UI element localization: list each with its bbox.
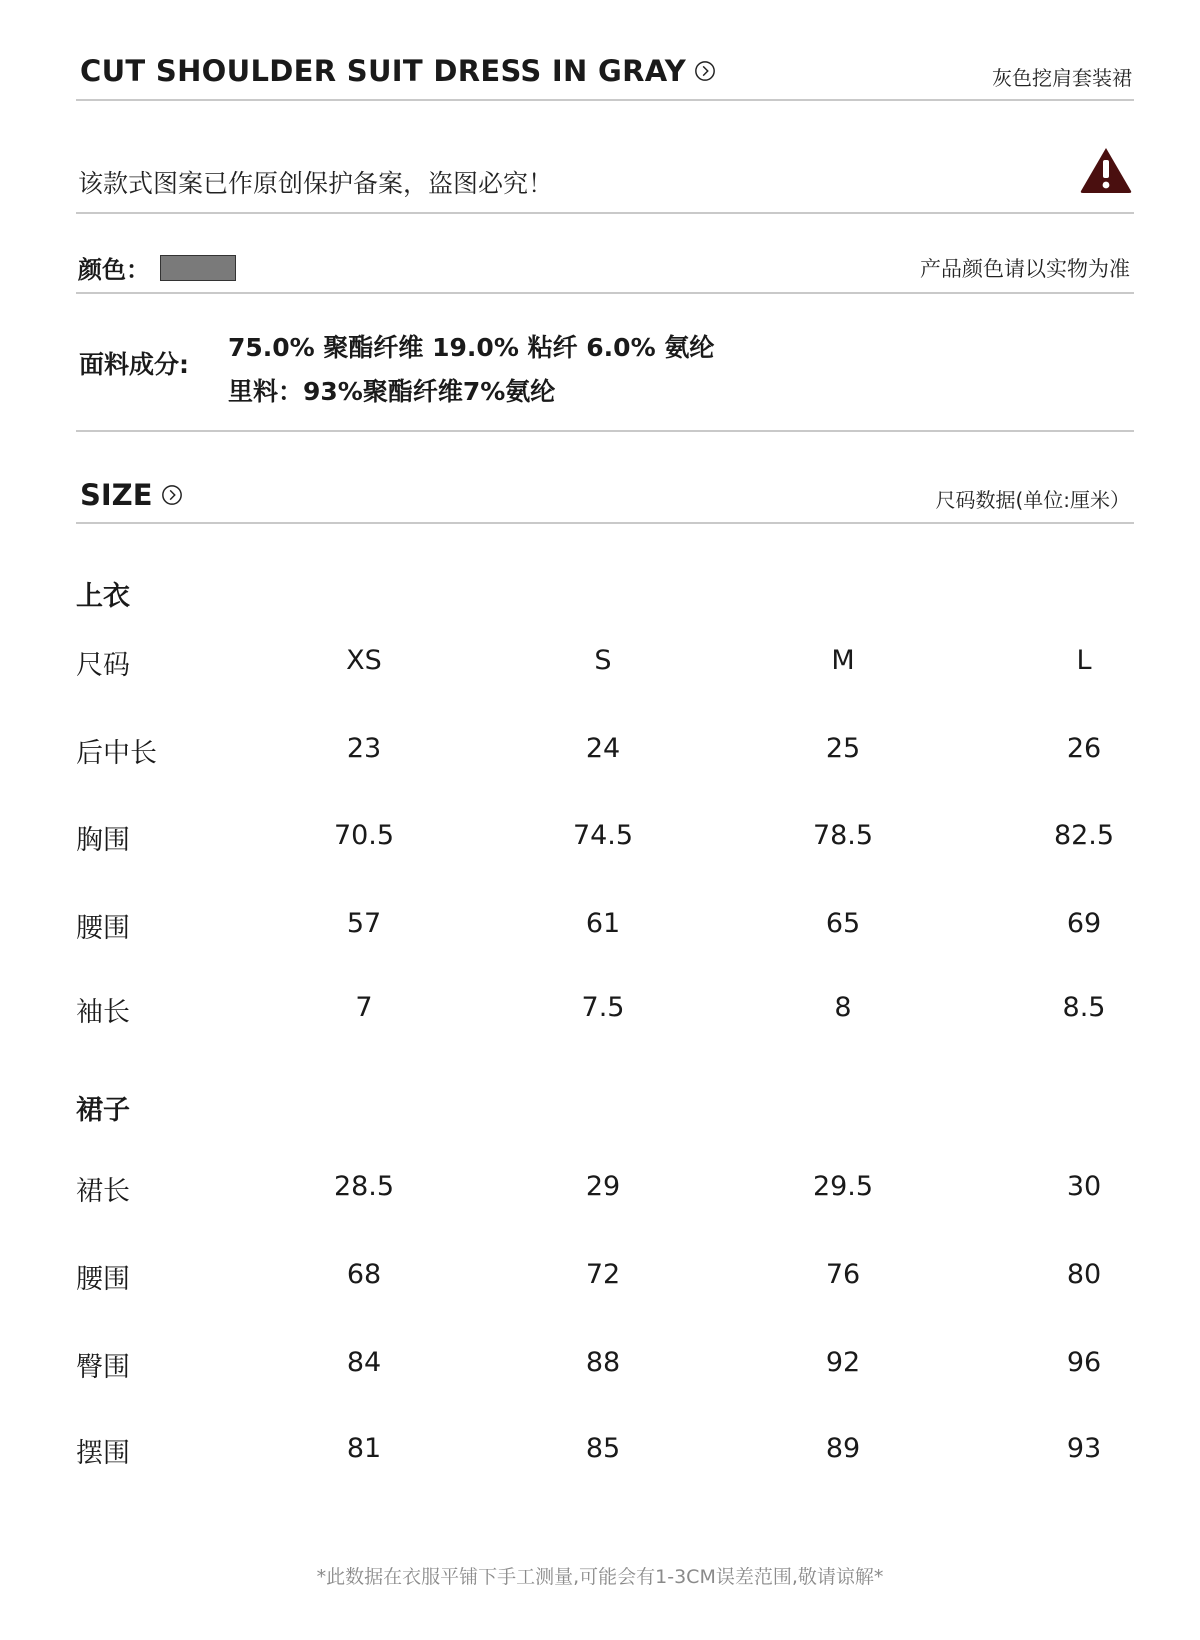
warning-icon xyxy=(1078,145,1134,195)
section-title-top: 上衣 xyxy=(76,581,130,612)
row-label: 后中长 xyxy=(76,738,157,769)
value-cell: 88 xyxy=(585,1347,621,1378)
table-row xyxy=(76,1169,1136,1209)
title-chinese: 灰色挖肩套装裙 xyxy=(992,66,1132,90)
value-cell: 23 xyxy=(346,733,382,764)
value-cell: 61 xyxy=(585,908,621,939)
row-label: 袖长 xyxy=(76,997,130,1028)
row-label: 摆围 xyxy=(76,1438,130,1469)
value-cell: 92 xyxy=(825,1347,861,1378)
divider xyxy=(76,292,1134,294)
row-label: 裙长 xyxy=(76,1176,130,1207)
value-cell: 74.5 xyxy=(572,820,634,851)
table-row xyxy=(76,1345,1136,1385)
color-note: 产品颜色请以实物为准 xyxy=(920,257,1130,281)
divider xyxy=(76,212,1134,214)
table-row xyxy=(76,990,1136,1030)
fabric-composition: 75.0% 聚酯纤维 19.0% 粘纤 6.0% 氨纶 xyxy=(228,333,715,362)
value-cell: 30 xyxy=(1066,1171,1102,1202)
divider xyxy=(76,522,1134,524)
value-cell: 24 xyxy=(585,733,621,764)
row-label: 腰围 xyxy=(76,1264,130,1295)
measurement-footnote: *此数据在衣服平铺下手工测量,可能会有1-3CM误差范围,敬请谅解* xyxy=(316,1566,884,1588)
title-text: CUT SHOULDER SUIT DRESS IN GRAY xyxy=(80,54,686,88)
size-title xyxy=(80,478,183,512)
value-cell: 78.5 xyxy=(812,820,874,851)
value-cell: 26 xyxy=(1066,733,1102,764)
row-label: 腰围 xyxy=(76,913,130,944)
fabric-label: 面料成分: xyxy=(79,350,189,379)
color-row xyxy=(78,250,236,285)
lining-composition: 里料：93%聚酯纤维7%氨纶 xyxy=(228,377,556,406)
value-cell: 96 xyxy=(1066,1347,1102,1378)
divider xyxy=(76,99,1134,101)
value-cell: 85 xyxy=(585,1433,621,1464)
value-cell: 68 xyxy=(346,1259,382,1290)
value-cell: 8.5 xyxy=(1062,992,1106,1023)
value-cell: 28.5 xyxy=(333,1171,395,1202)
row-label: 胸围 xyxy=(76,825,130,856)
size-cell: L xyxy=(1076,645,1092,676)
size-cell: S xyxy=(594,645,612,676)
table-row xyxy=(76,731,1136,771)
table-row xyxy=(76,1257,1136,1297)
value-cell: 57 xyxy=(346,908,382,939)
size-cell: M xyxy=(831,645,855,676)
table-row xyxy=(76,906,1136,946)
value-cell: 82.5 xyxy=(1053,820,1115,851)
value-cell: 69 xyxy=(1066,908,1102,939)
size-header-row xyxy=(76,643,1136,683)
value-cell: 76 xyxy=(825,1259,861,1290)
size-unit-note: 尺码数据(单位:厘米） xyxy=(935,488,1130,512)
row-label: 臀围 xyxy=(76,1352,130,1383)
value-cell: 70.5 xyxy=(333,820,395,851)
size-title-text: SIZE xyxy=(80,478,153,512)
size-cell: XS xyxy=(346,645,382,676)
value-cell: 89 xyxy=(825,1433,861,1464)
color-label: 颜色： xyxy=(78,256,150,284)
value-cell: 80 xyxy=(1066,1259,1102,1290)
value-cell: 29.5 xyxy=(812,1171,874,1202)
section-title-skirt: 裙子 xyxy=(76,1095,130,1126)
chevron-right-icon xyxy=(161,484,183,506)
value-cell: 84 xyxy=(346,1347,382,1378)
chevron-right-icon xyxy=(694,60,716,82)
value-cell: 81 xyxy=(346,1433,382,1464)
value-cell: 65 xyxy=(825,908,861,939)
value-cell: 72 xyxy=(585,1259,621,1290)
divider xyxy=(76,430,1134,432)
row-label: 尺码 xyxy=(76,650,130,681)
value-cell: 7 xyxy=(355,992,373,1023)
value-cell: 7.5 xyxy=(581,992,625,1023)
value-cell: 8 xyxy=(834,992,852,1023)
table-row xyxy=(76,818,1136,858)
value-cell: 93 xyxy=(1066,1433,1102,1464)
color-swatch xyxy=(160,255,236,281)
value-cell: 25 xyxy=(825,733,861,764)
page-title xyxy=(80,54,716,88)
copyright-notice: 该款式图案已作原创保护备案，盗图必究！ xyxy=(78,169,554,198)
value-cell: 29 xyxy=(585,1171,621,1202)
table-row xyxy=(76,1431,1136,1471)
